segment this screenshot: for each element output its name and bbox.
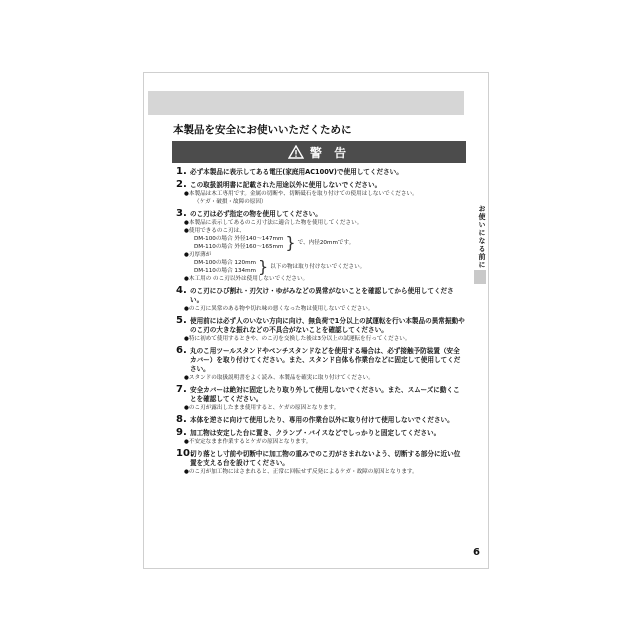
list-item: [176, 428, 466, 446]
item-heading: 安全カバーは絶対に固定したり取り外して使用しないでください。また、スムーズに動くことを確認してください。: [190, 386, 460, 403]
warning-triangle-icon: [288, 145, 304, 159]
warning-banner: [172, 141, 466, 163]
item-heading: 使用前には必ず人のいない方向に向け、無負荷で1分以上の試運転を行い本製品の異常振動やのこ刃の大きな振れなどの不具合がないことを確認してください。: [190, 317, 465, 334]
item-note: ●のこ刃が加工物にはさまれると、正常に回転せず反発によるケガ・故障の原因となります。: [184, 469, 418, 475]
spec-result: 以下の物は取り付けないでください。: [270, 264, 366, 270]
item-number: 7.: [176, 384, 187, 395]
item-number: 4.: [176, 285, 187, 296]
list-item: [176, 385, 466, 412]
item-note: ●不安定なまま作業するとケガの原因となります。: [184, 439, 312, 445]
header-bar: [148, 91, 464, 115]
item-note: ●本製品に表示してあるのこ刃寸法に適合した物を使用してください。: [184, 220, 363, 226]
item-note: ●木工用の のこ刃以外は使用しないでください。: [184, 276, 309, 282]
item-heading: 本体を逆さに向けて使用したり、専用の作業台以外に取り付けて使用しないでください。: [190, 416, 454, 424]
item-number: 2.: [176, 179, 187, 190]
section-side-label: お使いになる前に: [478, 205, 486, 269]
item-number: 8.: [176, 414, 187, 425]
spec-line: DM-110の場合 外径160～165mm: [194, 244, 284, 250]
list-item: [176, 316, 466, 343]
item-note: ●のこ刃が露出したまま使用すると、ケガの原因となります。: [184, 405, 340, 411]
spec-line: DM-100の場合 外径140～147mm: [194, 236, 284, 242]
list-item: [176, 209, 466, 283]
blade-diameter-group: [194, 235, 466, 251]
item-heading: 丸のこ用ツールスタンドやベンチスタンドなどを使用する場合は、必ず接触予防装置（安全カバー）を取り付けてください。また、スタンド自体も作業台などに固定して使用してください。: [190, 347, 461, 373]
brace-icon: }: [285, 233, 296, 252]
item-number: 9.: [176, 427, 187, 438]
blade-thickness-group: [194, 259, 466, 275]
item-note: ●刃厚薄が: [184, 252, 212, 258]
item-note: ●のこ刃に異常のある物や切れ味の悪くなった物は使用しないでください。: [184, 306, 374, 312]
item-heading: 加工物は安定した台に置き、クランプ・バイスなどでしっかりと固定してください。: [190, 429, 441, 437]
page-title: 本製品を安全にお使いいただくために: [173, 124, 352, 136]
list-item: [176, 180, 466, 206]
spec-result: で、内径20mmです。: [297, 240, 355, 246]
item-note: ●スタンドの取扱説明書をよく読み、本製品を確実に取り付けてください。: [184, 375, 374, 381]
spec-line: DM-110の場合 134mm: [194, 268, 256, 274]
list-item: [176, 449, 466, 476]
item-number: 3.: [176, 208, 187, 219]
item-heading: 切り落とし寸前や切断中に加工物の重みでのこ刃がさまれないよう、切断する部分に近い位置を支える台を設けてください。: [190, 450, 461, 467]
item-heading: のこ刃にひび割れ・刃欠け・ゆがみなどの異常がないことを確認してから使用してください。: [190, 287, 454, 304]
brace-icon: }: [257, 257, 269, 276]
item-heading: のこ刃は必ず指定の物を使用してください。: [190, 210, 322, 218]
item-number: 1.: [176, 166, 187, 177]
item-note: （ケガ・破損・故障の原因）: [194, 199, 267, 205]
warning-list: [176, 167, 466, 479]
list-item: [176, 167, 466, 177]
item-number: 6.: [176, 345, 187, 356]
item-heading: この取扱説明書に記載された用途以外に使用しないでください。: [190, 181, 382, 189]
section-tab-marker: [474, 270, 486, 284]
item-number: 10.: [176, 448, 194, 459]
item-note: ●特に初めて使用するときや、のこ刃を交換した後は3分以上の試運転を行ってください。: [184, 336, 411, 342]
item-note: ●本製品は木工専用です。金属の切断や、切断砥石を取り付けての使用はしないでください。: [184, 191, 418, 197]
warning-label: 警 告: [309, 145, 351, 160]
list-item: [176, 415, 466, 425]
list-item: [176, 346, 466, 382]
item-note: ●使用できるのこ刃は、: [184, 228, 245, 234]
item-heading: 必ず本製品に表示してある電圧(家庭用AC100V)で使用してください。: [190, 168, 403, 176]
spec-line: DM-100の場合 120mm: [194, 260, 256, 266]
item-number: 5.: [176, 315, 187, 326]
page-number: 6: [473, 547, 480, 558]
list-item: [176, 286, 466, 313]
